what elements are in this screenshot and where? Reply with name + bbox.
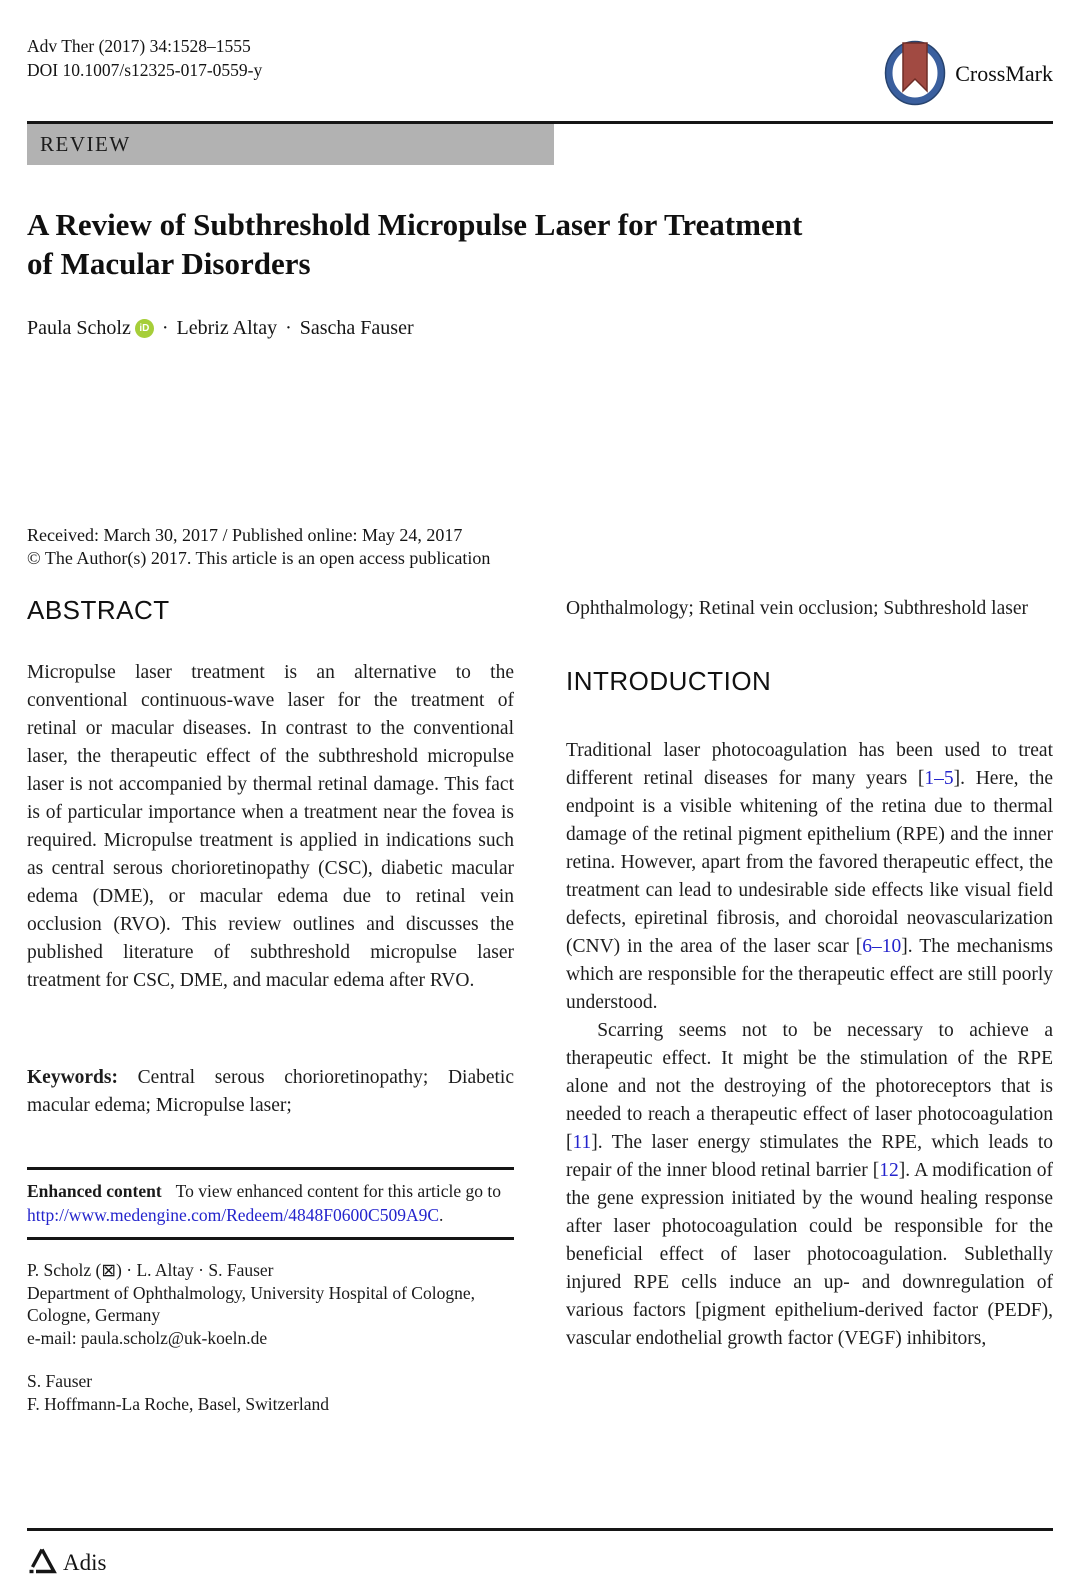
page-content — [0, 34, 1080, 1415]
enhanced-content-link[interactable]: http://www.medengine.com/Redeem/4848F0600C509A9C — [27, 1205, 440, 1225]
adis-triangle-icon — [27, 1546, 57, 1579]
crossmark-label: CrossMark — [955, 60, 1053, 86]
affiliation-secondary — [27, 1370, 514, 1415]
affiliation-authors: S. Fauser — [27, 1371, 93, 1391]
paragraph-text: ]. The mechanisms which are responsible for the therapeutic effect are still poorly understood. — [566, 936, 1054, 1013]
journal-info — [27, 34, 262, 82]
doi: DOI 10.1007/s12325-017-0559-y — [27, 60, 263, 80]
article-type-banner — [27, 124, 554, 165]
enhanced-content-label: Enhanced content — [27, 1181, 162, 1201]
journal-citation: Adv Ther (2017) 34:1528–1555 — [27, 36, 251, 56]
citation-link[interactable]: 11 — [572, 1132, 592, 1153]
affiliation-address: Department of Ophthalmology, University Hospital of Cologne, Cologne, Germany — [27, 1282, 475, 1325]
crossmark-badge[interactable] — [883, 36, 1053, 111]
citation-link[interactable]: 1–5 — [924, 768, 954, 789]
paragraph-text: ]. Here, the endpoint is a visible whitening of the retina due to thermal damage of the retinal pigment epithelium (RPE) and the inner retina. However, apart from the favored therapeutic effect, the treatment can lead to undesirable side effects like visual field defects, epiretinal fibrosis, and choroidal neovascularization (CNV) in the area of the laser scar [ — [566, 768, 1053, 957]
citation-link[interactable]: 12 — [879, 1160, 899, 1181]
enhanced-content-suffix: . — [439, 1205, 444, 1225]
abstract-heading: ABSTRACT — [27, 595, 170, 625]
copyright-line: © The Author(s) 2017. This article is an open access publication — [27, 548, 491, 568]
author-line — [27, 317, 1053, 340]
abstract-paragraph: Micropulse laser treatment is an alternative to the conventional continuous-wave laser for the treatment of retinal or macular diseases. In contrast to the conventional laser, the therapeutic effect of the subthreshold micropulse laser is not accompanied by thermal retinal damage. This fact is of particular importance when a treatment near the fovea is required. Micropulse treatment is applied in indications such as central serous chorioretinopathy (CSC), diabetic macular edema (DME), or macular edema due to retinal vein occlusion (RVO). This review outlines and discusses the published literature of subthreshold micropulse laser treatment for CSC, DME, and macular edema after RVO. — [27, 662, 514, 991]
received-line: Received: March 30, 2017 / Published online: May 24, 2017 — [27, 525, 463, 545]
keywords-continuation: Ophthalmology; Retinal vein occlusion; Subthreshold laser — [566, 598, 1028, 619]
author-separator: · — [285, 317, 292, 339]
author-separator: · — [161, 317, 169, 339]
footer-rule — [27, 1528, 1053, 1531]
affiliation-address: F. Hoffmann-La Roche, Basel, Switzerland — [27, 1393, 330, 1414]
paragraph-text: Traditional laser photocoagulation has been used to treat different retinal diseases for many years [ — [566, 740, 1053, 789]
publisher-name: Adis — [63, 1549, 107, 1575]
page-title: A Review of Subthreshold Micropulse Laser for Treatment of Macular Disorders — [27, 207, 803, 281]
enhanced-content-text: To view enhanced content for this article go to — [175, 1181, 502, 1201]
affiliation-authors: P. Scholz (⊠) · L. Altay · S. Fauser — [27, 1260, 274, 1280]
paragraph-text: ]. A modification of the gene expression initiated by the wound healing response after laser photocoagulation could be responsible for the beneficial effect of laser photocoagulation. Sublethally injured RPE cells induce an up- and downregulation of various factors [pigment epithelium-derived factor (PEDF), vascular endothelial growth factor (VEGF) inhibitors, — [566, 1160, 1053, 1349]
paragraph-text: Scarring seems not to be necessary to achieve a therapeutic effect. It might be the stimulation of the RPE alone and not the destroying of the photoreceptors that is needed to reach a therapeutic effect of laser photocoagulation [ — [566, 1020, 1053, 1153]
keywords-label: Keywords: — [27, 1067, 118, 1088]
paragraph-text: ]. The laser energy stimulates the RPE, which leads to repair of the inner blood retinal barrier [ — [566, 1132, 1053, 1181]
author-name: Paula Scholz — [27, 317, 131, 339]
affiliation-email: e-mail: paula.scholz@uk-koeln.de — [27, 1327, 268, 1348]
author-name: Sascha Fauser — [299, 317, 414, 339]
publisher-logo — [27, 1546, 106, 1579]
orcid-icon[interactable]: iD — [135, 319, 154, 338]
publication-info — [27, 524, 1053, 570]
article-type-label: REVIEW — [40, 132, 131, 156]
enhanced-content-box — [27, 1167, 514, 1240]
introduction-paragraph-2 — [566, 1017, 1053, 1353]
author-name: Lebriz Altay — [176, 317, 278, 339]
introduction-paragraph-1 — [566, 737, 1053, 1017]
citation-link[interactable]: 6–10 — [862, 936, 902, 957]
keywords-text: Central serous chorioretinopathy; Diabetic macular edema; Micropulse laser; — [27, 1067, 514, 1116]
introduction-heading: INTRODUCTION — [566, 666, 772, 696]
crossmark-icon — [883, 36, 951, 111]
two-column-body — [27, 595, 1053, 1415]
keywords-paragraph — [27, 1064, 514, 1120]
left-column — [27, 595, 514, 1415]
right-column — [566, 595, 1053, 1353]
page-header — [27, 34, 1053, 111]
affiliation-primary — [27, 1259, 514, 1349]
